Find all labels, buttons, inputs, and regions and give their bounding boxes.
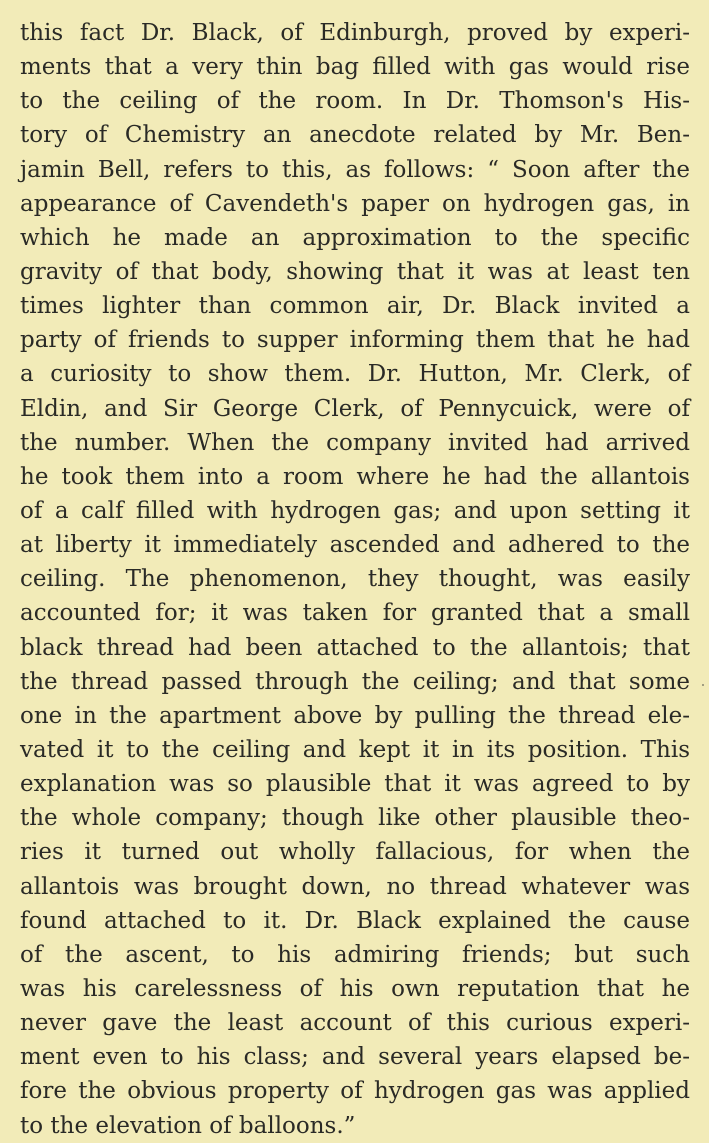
text-line: ries it turned out wholly fallacious, for when the bbox=[20, 839, 690, 866]
paper-speck bbox=[702, 684, 704, 686]
text-line: never gave the least account of this curious experi- bbox=[20, 1010, 690, 1037]
text-line: tory of Chemistry an anecdote related by Mr. Ben- bbox=[20, 122, 690, 149]
text-line: explanation was so plausible that it was agreed to by bbox=[20, 771, 690, 798]
text-line: he took them into a room where he had the allantois bbox=[20, 463, 690, 490]
text-line: found attached to it. Dr. Black explained the cause bbox=[20, 907, 690, 934]
text-line: at liberty it immediately ascended and adhered to the bbox=[20, 532, 690, 559]
text-line: Eldin, and Sir George Clerk, of Pennycuick, were of bbox=[20, 395, 690, 422]
text-line: jamin Bell, refers to this, as follows: “ Soon after the bbox=[20, 156, 690, 183]
text-line: vated it to the ceiling and kept it in its position. This bbox=[20, 736, 690, 763]
text-line: the whole company; though like other plausible theo- bbox=[20, 805, 690, 832]
text-line: black thread had been attached to the allantois; that bbox=[20, 634, 690, 661]
text-line: accounted for; it was taken for granted that a small bbox=[20, 600, 690, 627]
text-line: times lighter than common air, Dr. Black invited a bbox=[20, 293, 690, 320]
text-line: ments that a very thin bag filled with gas would rise bbox=[20, 54, 690, 81]
text-line-last: to the elevation of balloons.” bbox=[20, 1112, 356, 1139]
text-line: which he made an approximation to the specific bbox=[20, 224, 690, 251]
text-line: one in the apartment above by pulling the thread ele- bbox=[20, 702, 690, 729]
text-page bbox=[20, 16, 690, 1143]
text-line: appearance of Cavendeth's paper on hydrogen gas, in bbox=[20, 190, 690, 217]
text-line: this fact Dr. Black, of Edinburgh, proved by experi- bbox=[20, 20, 690, 46]
text-line: of a calf filled with hydrogen gas; and upon setting it bbox=[20, 497, 690, 524]
text-line: the number. When the company invited had arrived bbox=[20, 429, 690, 456]
text-line: of the ascent, to his admiring friends; but such bbox=[20, 941, 690, 968]
text-line: ceiling. The phenomenon, they thought, was easily bbox=[20, 566, 690, 593]
text-line: a curiosity to show them. Dr. Hutton, Mr. Clerk, of bbox=[20, 361, 690, 388]
text-line: party of friends to supper informing them that he had bbox=[20, 327, 690, 354]
text-line: to the ceiling of the room. In Dr. Thomson's His- bbox=[20, 88, 690, 115]
text-line: allantois was brought down, no thread whatever was bbox=[20, 873, 690, 900]
text-line: was his carelessness of his own reputation that he bbox=[20, 975, 690, 1002]
text-line: ment even to his class; and several years elapsed be- bbox=[20, 1044, 690, 1071]
text-line: gravity of that body, showing that it was at least ten bbox=[20, 258, 690, 285]
text-line: fore the obvious property of hydrogen gas was applied bbox=[20, 1078, 690, 1105]
text-line: the thread passed through the ceiling; and that some bbox=[20, 668, 690, 695]
